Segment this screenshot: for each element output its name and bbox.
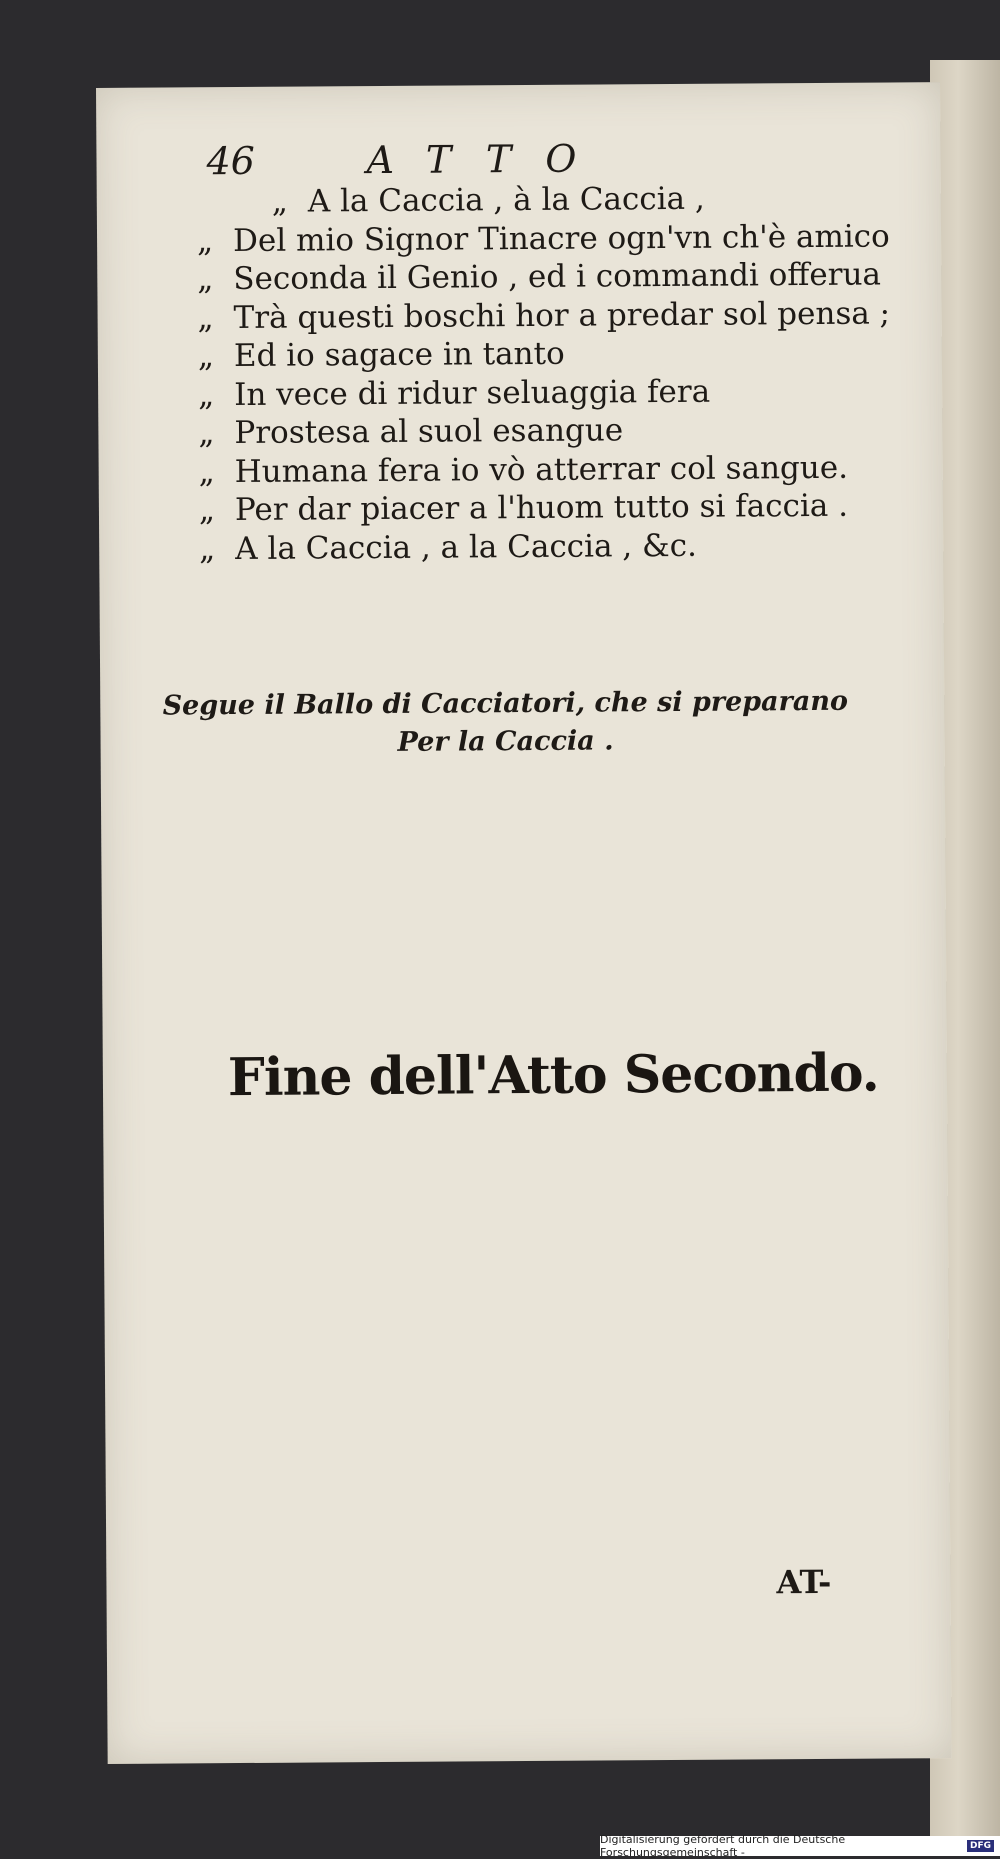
page-number: 46 [206,138,256,184]
quote-mark: „ [198,415,215,452]
quote-mark: „ [198,453,215,490]
verse-text: Humana fera io vò atterrar col sangue. [234,449,849,490]
verse-line [198,409,891,452]
stage-direction-line: Segue il Ballo di Cacciatori, che si preparano [162,685,849,722]
verse-line [197,178,890,221]
quote-mark: „ [271,183,288,220]
running-head: ATTO [366,136,611,183]
verse-text: A la Caccia , à la Caccia , [307,180,705,220]
verse-line [199,486,892,529]
quote-mark: „ [198,492,216,529]
verse-text: Trà questi boschi hor a predar sol pensa ; [233,294,891,336]
verse-line [197,255,890,298]
verse-line [197,294,890,337]
verse-text: Ed io sagace in tanto [233,335,565,375]
catchword: AT- [776,1562,832,1602]
verse-line [198,332,891,375]
verse-text: Prostesa al suol esangue [234,412,624,452]
dfg-logo: DFG [967,1840,994,1852]
verse-line [199,525,892,568]
book-page [96,82,952,1764]
digitization-credit [600,1833,1000,1859]
verse-text: Del mio Signor Tinacre ogn'vn ch'è amico [232,217,890,259]
verse-text: In vece di ridur seluaggia fera [234,373,711,413]
verse-text: A la Caccia , a la Caccia , &c. [235,527,697,567]
verse-line [199,448,892,491]
quote-mark: „ [197,338,215,375]
quote-mark: „ [197,261,214,298]
quote-mark: „ [199,530,216,567]
stage-direction-line: Per la Caccia . [397,725,614,758]
stage-direction [160,683,851,764]
quote-mark: „ [197,299,214,336]
credit-text: Digitalisierung gefördert durch die Deutsche Forschungsgemeinschaft - [600,1833,846,1859]
end-of-act-heading: Fine dell'Atto Secondo. [227,1042,879,1109]
verse-block [197,178,892,568]
verse-line [197,217,890,260]
verse-line [198,371,891,414]
verse-text: Seconda il Genio , ed i commandi offerua [233,256,882,298]
quote-mark: „ [198,376,215,413]
quote-mark: „ [196,222,214,259]
verse-text: Per dar piacer a l'huom tutto si faccia . [234,487,849,529]
